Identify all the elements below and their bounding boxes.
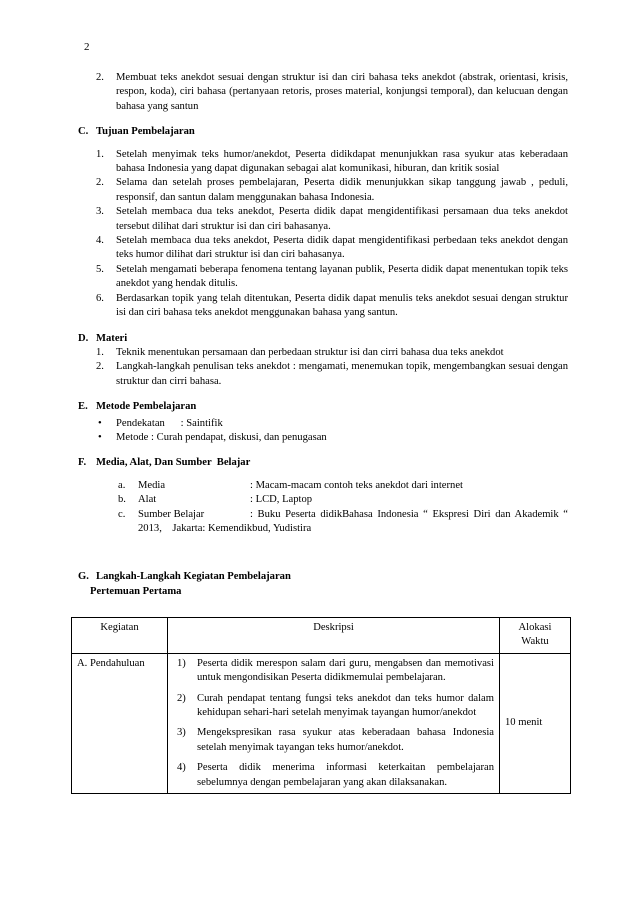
section-d-body [96,346,568,389]
section-g-subtitle: Pertemuan Pertama [90,585,182,597]
list-item: 1) Peserta didik merespon salam dari guru, mengabsen dan memotivasi untuk mengondisikan Peserta didikmemulai pembelajaran. [177,657,494,684]
list-item: 1. Setelah menyimak teks humor/anekdot, Peserta didikdapat menunjukkan rasa syukur atas keberadaan bahasa Indonesia yang dapat digunakan sebagai alat komunikasi, hiburan, dan kritik sosial [96,148,568,175]
list-item: 2. Selama dan setelah proses pembelajaran, Peserta didik menunjukkan sikap tanggung jawab , peduli, responsif, dan santun dalam menggunakan bahasa Indonesia. [96,177,568,203]
bullet-icon: • [98,417,102,429]
list-item: 2. Langkah-langkah penulisan teks anekdot : mengamati, menemukan topik, mengembangkan sesuai dengan struktur dan cirri bahasa. [96,361,568,387]
list-item: • Pendekatan : Saintifik [96,417,568,431]
list-item: 4. Setelah membaca dua teks anekdot, Peserta didik dapat mengidentifikasi perbedaan teks anekdot dengan teks humor dilihat dari struktur isi dan ciri bahasanya. [96,235,568,261]
section-f-heading: F. Media, Alat, Dan Sumber Belajar [78,457,251,469]
header-kegiatan: Kegiatan [72,618,168,654]
list-item: 6. Berdasarkan topik yang telah ditentukan, Peserta didik dapat menulis teks anekdot sesuai dengan struktur isi dan ciri bahasa teks anekdot menggunakan bahasa yang santun. [96,292,568,319]
kegiatan-table [71,617,571,794]
cell-kegiatan: A. Pendahuluan [72,653,168,793]
list-item: b. Alat : LCD, Laptop [118,494,313,506]
list-item: 3) Mengekspresikan rasa syukur atas keberadaan bahasa Indonesia setelah menyimak tayangan teks humor/anekdot. [177,727,494,753]
list-item: a. Media : Macam-macam contoh teks anekdot dari internet [118,479,463,491]
section-c-body [96,148,568,321]
materi-list [96,346,568,389]
list-item: 2) Curah pendapat tentang fungsi teks anekdot dan teks humor dalam kehidupan sehari-hari setelah menyimak tayangan humor/anekdot [177,692,494,719]
cell-deskripsi [168,653,500,793]
media-list [118,479,571,537]
section-g-heading: G. Langkah-Langkah Kegiatan Pembelajaran [78,571,291,583]
cell-alokasi: 10 menit [500,653,571,793]
header-deskripsi: Deskripsi [168,618,500,654]
section-e-heading: E. Metode Pembelajaran [78,401,197,413]
list-item: c. Sumber Belajar : Buku Peserta didikBahasa Indonesia “ Ekspresi Diri dan Akademik “ 2013, Jakarta: Kemendikbud, Yudistira [118,508,571,534]
intro-list [96,71,568,114]
table-row [72,653,571,793]
list-item: 4) Peserta didik menerima informasi keterkaitan pembelajaran sebelumnya dengan pembelajaran yang akan dilaksanakan. [177,762,494,788]
section-d-heading: D. Materi [78,332,128,344]
header-alokasi: Alokasi Waktu [500,618,571,654]
list-item: • Metode : Curah pendapat, diskusi, dan penugasan [96,431,568,445]
section-c-heading: C. Tujuan Pembelajaran [78,126,195,138]
bullet-icon: • [98,431,102,443]
tujuan-list [96,148,568,321]
page-number: 2 [84,41,90,53]
list-item: 3. Setelah membaca dua teks anekdot, Peserta didik dapat mengidentifikasi persamaan dua teks anekdot tersebut dilihat dari struktur isi dan ciri bahasanya. [96,206,568,232]
list-item: 2. Membuat teks anekdot sesuai dengan struktur isi dan ciri bahasa teks anekdot (abstrak, orientasi, krisis, respon, koda), ciri bahasa (pertanyaan retoris, proses material, konjungsi temporal), dan kelucuan dengan bahasa yang santun [96,72,568,112]
list-item: 5. Setelah mengamati beberapa fenomena tentang layanan publik, Peserta didik dapat menentukan topik teks anekdot yang hendak ditulis. [96,263,568,290]
metode-list [96,417,568,446]
document-body [78,71,571,599]
table-header-row [72,618,571,654]
list-item: 1. Teknik menentukan persamaan dan perbedaan struktur isi dan cirri bahasa dua teks anekdot [96,346,504,358]
deskripsi-list [177,657,494,790]
